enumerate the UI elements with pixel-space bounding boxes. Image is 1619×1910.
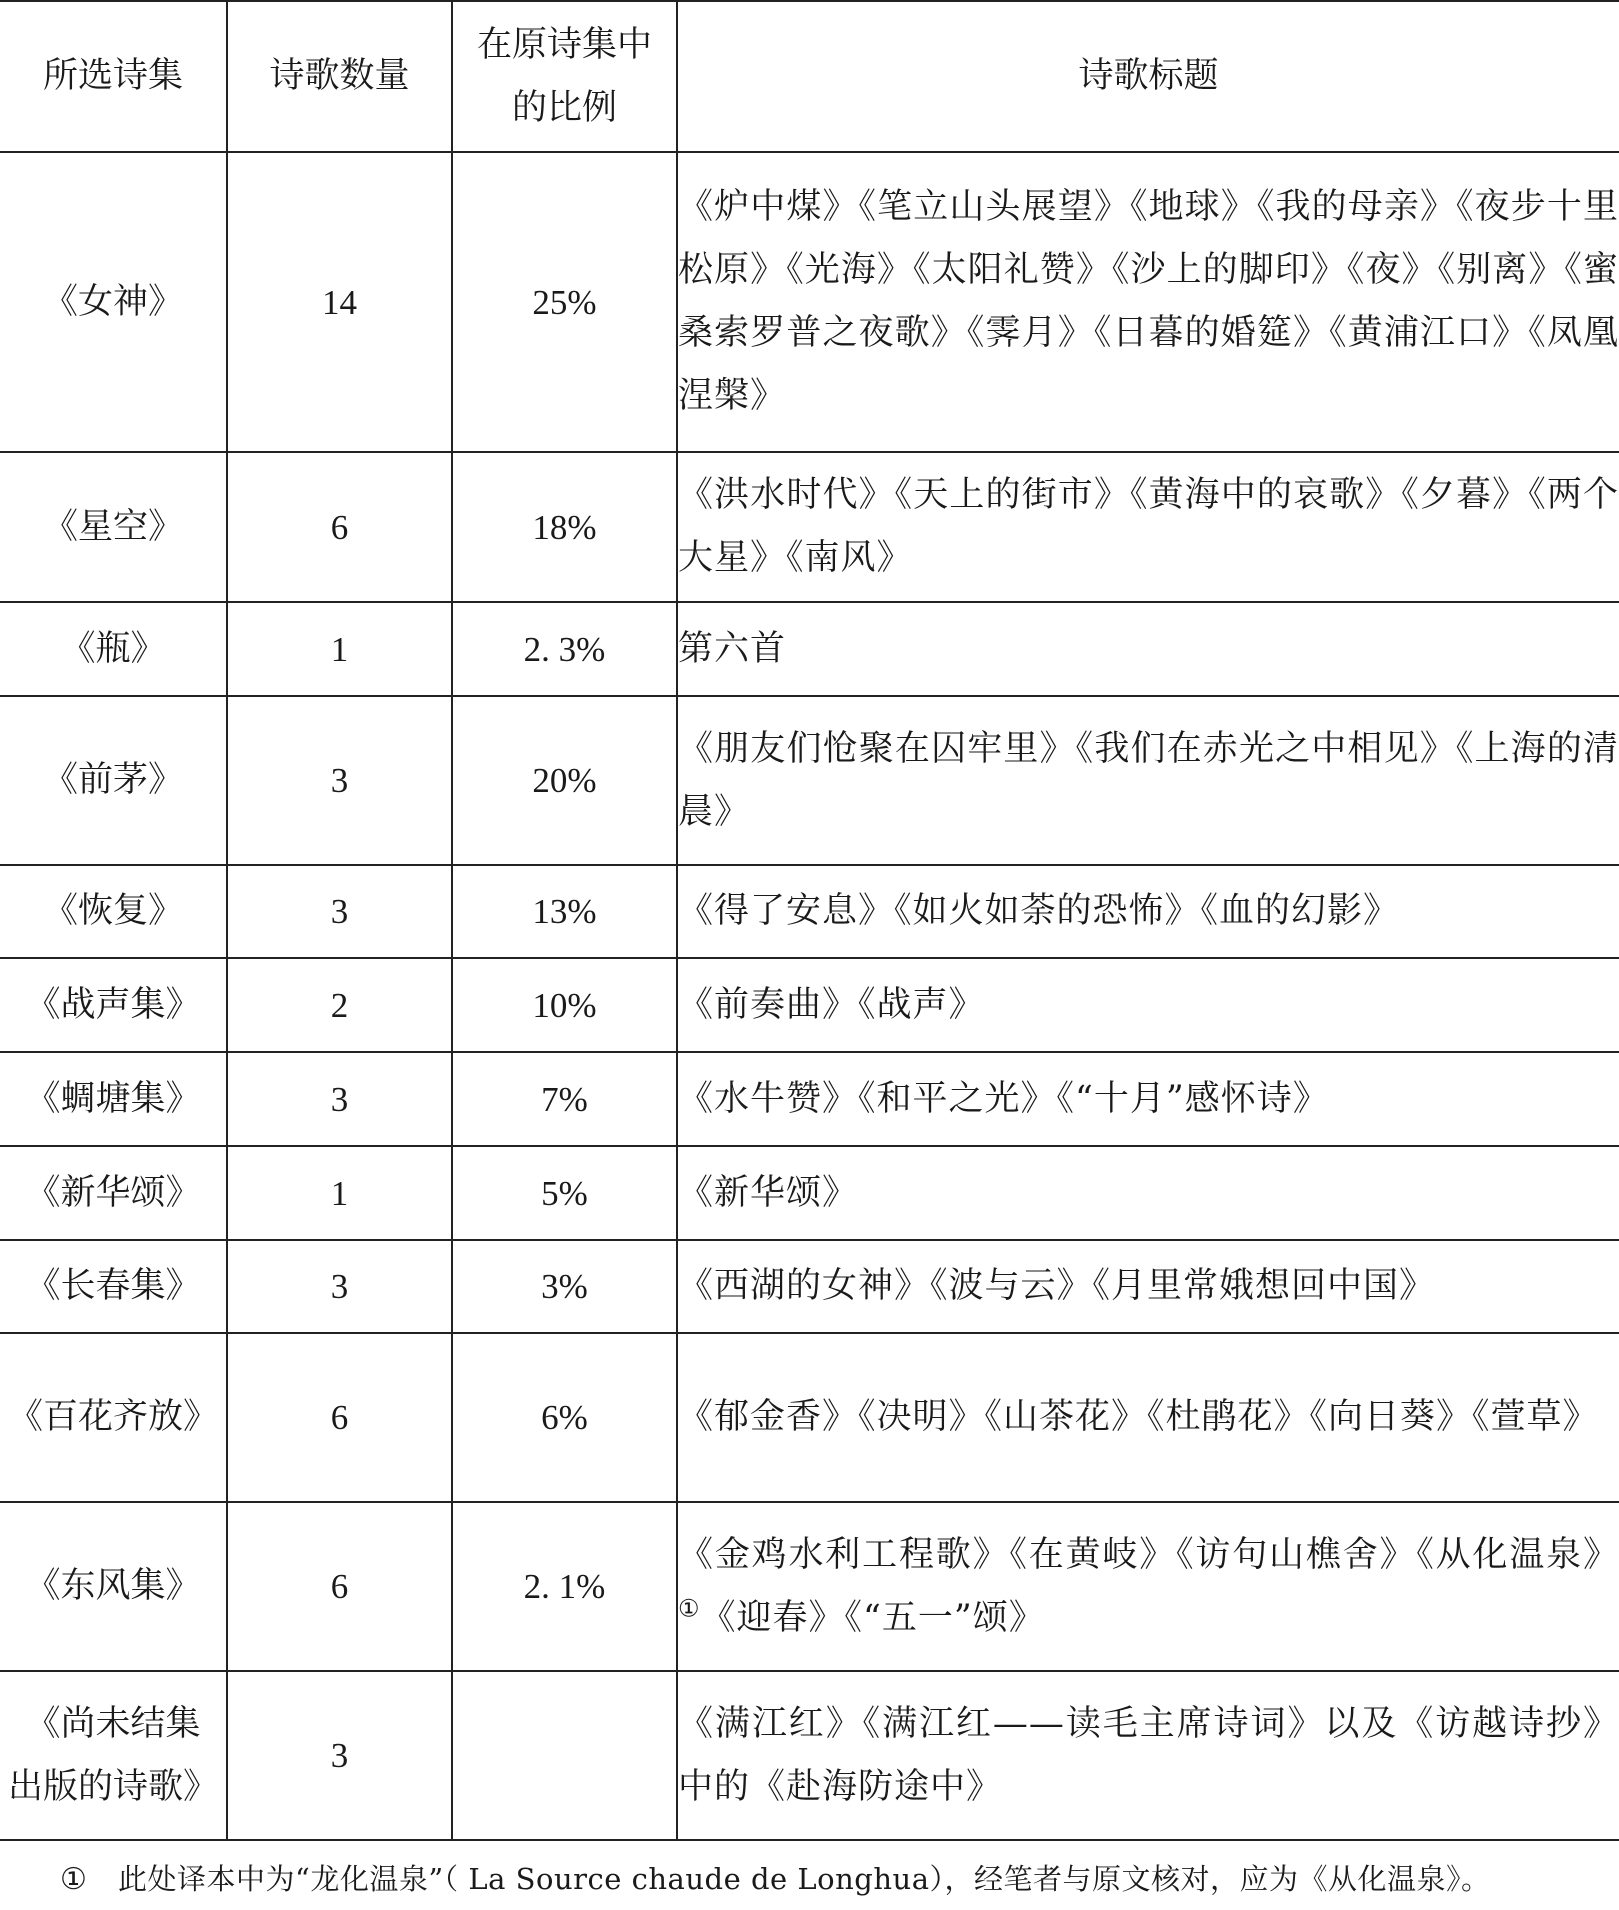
table-row: [0, 452, 1619, 602]
cell-collection: 《女神》: [0, 152, 227, 452]
header-ratio-line2: 的比例: [511, 87, 617, 128]
cell-titles: 《西湖的女神》《波与云》《月里常娥想回中国》: [677, 1240, 1619, 1333]
table-row: [0, 696, 1619, 865]
cell-titles: 《满江红》《满江红——读毛主席诗词》以及《访越诗抄》中的《赴海防途中》: [677, 1671, 1619, 1840]
titles-part-after: 《迎春》《“五一”颂》: [700, 1597, 1045, 1638]
cell-count: 3: [227, 1240, 452, 1333]
cell-ratio: 5%: [452, 1146, 677, 1240]
table-row: [0, 1240, 1619, 1333]
cell-ratio: [452, 1671, 677, 1840]
cell-titles: 《新华颂》: [677, 1146, 1619, 1240]
cell-count: 6: [227, 1333, 452, 1502]
table-row: [0, 1052, 1619, 1146]
cell-ratio: 20%: [452, 696, 677, 865]
cell-collection: 《瓶》: [0, 602, 227, 696]
cell-count: 3: [227, 1052, 452, 1146]
cell-ratio: 6%: [452, 1333, 677, 1502]
collection-line1: 《尚未结集: [25, 1703, 201, 1744]
cell-collection: 《蜩塘集》: [0, 1052, 227, 1146]
cell-ratio: 2. 1%: [452, 1502, 677, 1671]
cell-titles: 《水牛赞》《和平之光》《“十月”感怀诗》: [677, 1052, 1619, 1146]
cell-ratio: 13%: [452, 865, 677, 958]
cell-titles: 第六首: [677, 602, 1619, 696]
cell-ratio: 25%: [452, 152, 677, 452]
cell-titles: 《郁金香》《决明》《山茶花》《杜鹃花》《向日葵》《萱草》: [677, 1333, 1619, 1502]
cell-ratio: 3%: [452, 1240, 677, 1333]
cell-count: 3: [227, 1671, 452, 1840]
cell-ratio: 7%: [452, 1052, 677, 1146]
cell-ratio: 18%: [452, 452, 677, 602]
table-row: [0, 602, 1619, 696]
footnote: [60, 1857, 1610, 1902]
cell-ratio: 2. 3%: [452, 602, 677, 696]
cell-count: 1: [227, 602, 452, 696]
cell-titles: 《前奏曲》《战声》: [677, 958, 1619, 1052]
cell-titles: 《得了安息》《如火如荼的恐怖》《血的幻影》: [677, 865, 1619, 958]
cell-collection: 《东风集》: [0, 1502, 227, 1671]
table-row: [0, 958, 1619, 1052]
cell-collection: [0, 1671, 227, 1840]
table-row: [0, 1333, 1619, 1502]
footnote-reference[interactable]: ①: [678, 1593, 701, 1622]
cell-ratio: 10%: [452, 958, 677, 1052]
table-row: [0, 1502, 1619, 1671]
cell-collection: 《长春集》: [0, 1240, 227, 1333]
cell-collection: 《战声集》: [0, 958, 227, 1052]
cell-count: 14: [227, 152, 452, 452]
cell-titles: 《朋友们怆聚在囚牢里》《我们在赤光之中相见》《上海的清晨》: [677, 696, 1619, 865]
footnote-text: 此处译本中为“龙化温泉”（ La Source chaude de Longhua），经笔者与原文核对，应为《从化温泉》。: [118, 1862, 1491, 1896]
cell-count: 6: [227, 452, 452, 602]
cell-collection: 《恢复》: [0, 865, 227, 958]
table-row: [0, 1146, 1619, 1240]
cell-collection: 《星空》: [0, 452, 227, 602]
cell-count: 6: [227, 1502, 452, 1671]
cell-count: 3: [227, 696, 452, 865]
header-ratio-line1: 在原诗集中: [476, 24, 652, 65]
table-row: [0, 865, 1619, 958]
footnote-mark: ①: [60, 1862, 88, 1897]
cell-count: 1: [227, 1146, 452, 1240]
header-count: 诗歌数量: [227, 1, 452, 152]
cell-count: 2: [227, 958, 452, 1052]
titles-part-before: 《金鸡水利工程歌》《在黄岐》《访句山樵舍》《从化温泉》: [678, 1534, 1619, 1575]
cell-titles: 《炉中煤》《笔立山头展望》《地球》《我的母亲》《夜步十里松原》《光海》《太阳礼赞》《沙上的脚印》《夜》《别离》《蜜桑索罗普之夜歌》《霁月》《日暮的婚筵》《黄浦江口》《凤凰涅槃》: [677, 152, 1619, 452]
table-row: [0, 1671, 1619, 1840]
cell-collection: 《新华颂》: [0, 1146, 227, 1240]
cell-count: 3: [227, 865, 452, 958]
header-titles: 诗歌标题: [677, 1, 1619, 152]
collection-line2: 出版的诗歌》: [7, 1766, 218, 1807]
table-header-row: [0, 1, 1619, 152]
cell-titles: 《洪水时代》《天上的街市》《黄海中的哀歌》《夕暮》《两个大星》《南风》: [677, 452, 1619, 602]
header-collection: 所选诗集: [0, 1, 227, 152]
cell-collection: 《前茅》: [0, 696, 227, 865]
cell-titles: [677, 1502, 1619, 1671]
table-row: [0, 152, 1619, 452]
header-ratio: [452, 1, 677, 152]
cell-collection: 《百花齐放》: [0, 1333, 227, 1502]
